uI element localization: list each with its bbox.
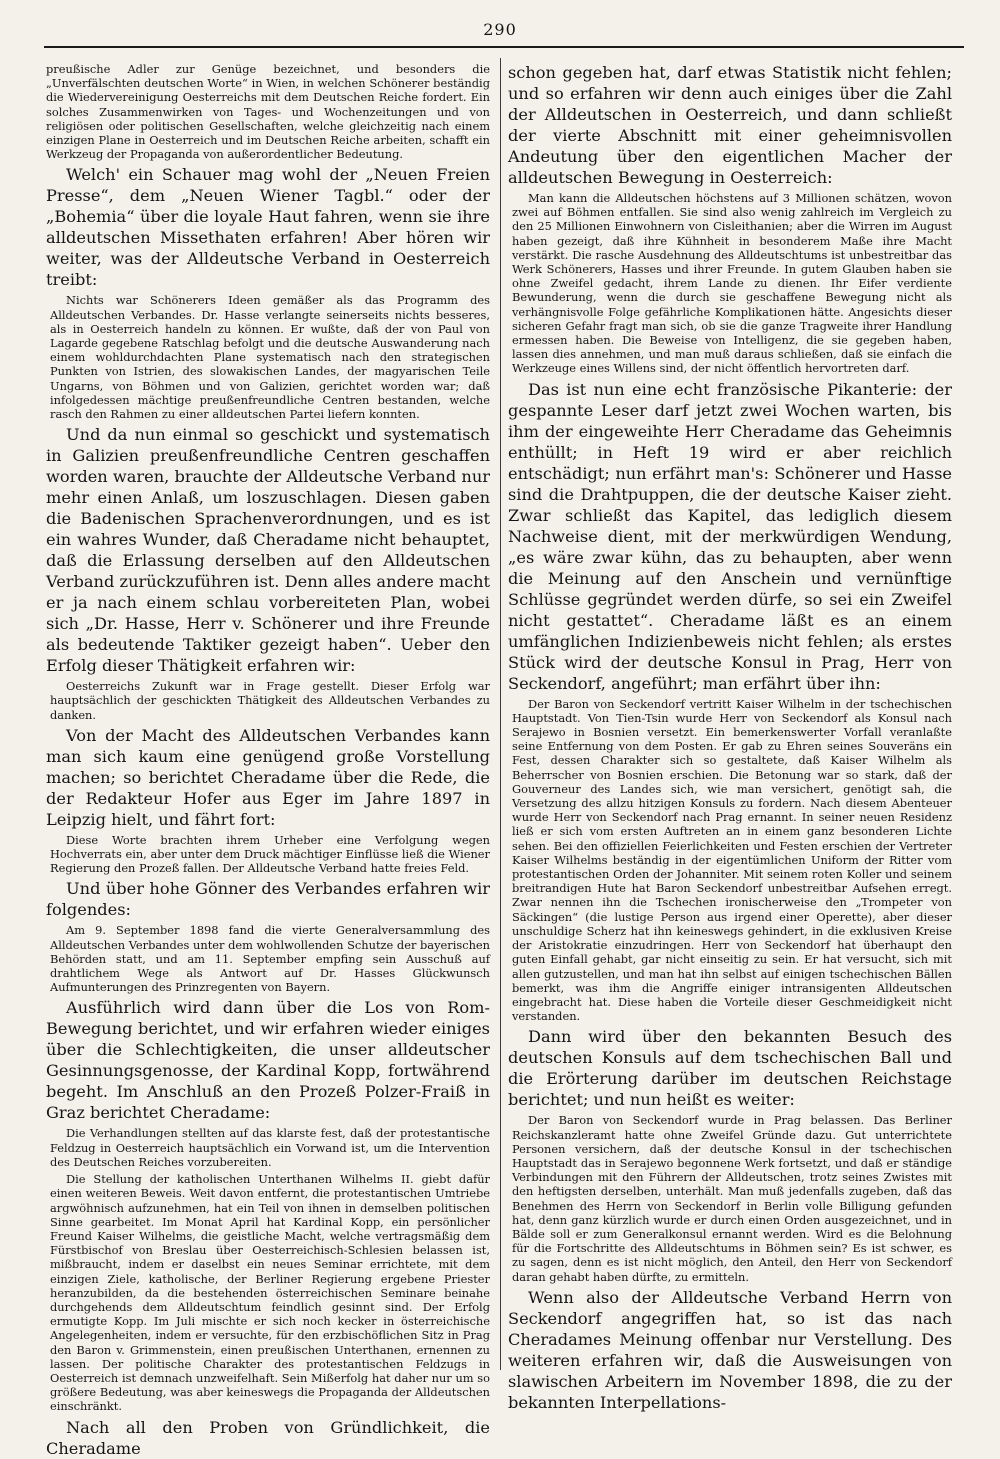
body-paragraph: Nach all den Proben von Gründlichkeit, die Cheradame — [46, 1417, 490, 1458]
body-paragraph: Wenn also der Alldeutsche Verband Herrn von Seckendorf angegriffen hat, so ist das nach Cheradames Meinung offenbar nur Verstellung. Des weiteren erfahren wir, daß die Ausweisungen von slawischen Arbeitern im November 1898, die zu der bekannten Interpellations- — [508, 1287, 952, 1412]
page-number: 290 — [483, 20, 517, 39]
body-paragraph: Welch' ein Schauer mag wohl der „Neuen Freien Presse“, dem „Neuen Wiener Tagbl.“ oder der „Bohemia“ über die loyale Haut fahren, wenn sie ihre alldeutschen Missethaten erfahren! Aber hören wir weiter, was der Alldeutsche Verband in Oesterreich treibt: — [46, 165, 490, 290]
right-column — [508, 62, 952, 1412]
header-rule — [44, 46, 964, 48]
quoted-paragraph: preußische Adler zur Genüge bezeichnet, und besonders die „Unverfälschten deutschen Worte“ in Wien, in welchen Schönerer beständig die Wiedervereinigung Oesterreichs mit dem Deutschen Reiche fordert. Ein solches Zusammenwirken von Tages- und Wochenzeitungen und von religiösen oder politischen Gesellschaften, welche gleichzeitig nach einem einzigen Plane in Oesterreich und im Deutschen Reiche arbeiten, schafft ein Werkzeug der Propaganda von außerordentlicher Bedeutung. — [46, 62, 490, 162]
quoted-paragraph: Nichts war Schönerers Ideen gemäßer als das Programm des Alldeutschen Verbandes. Dr. Hasse verlangte seinerseits nichts besseres, als in Oesterreich handeln zu können. Er wußte, daß der von Paul von Lagarde gegebene Ratschlag befolgt und die deutsche Auswanderung nach einem wohldurchdachten Plane systematisch nach den strategischen Punkten von Istrien, des slowakischen Landes, der magyarischen Teile Ungarns, von Böhmen und von Galizien, gerichtet worden war; daß infolgedessen mächtige preußenfreundliche Centren bestanden, welche rasch den Rahmen zu einer alldeutschen Partei liefern konnten. — [50, 293, 490, 422]
body-paragraph: Das ist nun eine echt französische Pikanterie: der gespannte Leser darf jetzt zwei Wochen warten, bis ihm der eingeweihte Herr Cheradame das Geheimnis enthüllt; in Heft 19 wird er aber reichlich entschädigt; nun erfährt man's: Schönerer und Hasse sind die Drahtpuppen, die der deutsche Kaiser zieht. Zwar schließt das Kapitel, das lediglich diesem Nachweise dient, mit der merkwürdigen Wendung, „es wäre zwar kühn, das zu behaupten, aber wenn die Meinung auf den Anschein und vernünftige Schlüsse gegründet werden dürfe, so sei ein Zweifel nicht gestattet“. Cheradame läßt es an einem umfänglichen Indizienbeweis nicht fehlen; als erstes Stück wird der deutsche Konsul in Prag, Herr von Seckendorf, angeführt; man erfährt über ihn: — [508, 379, 952, 693]
body-paragraph: Und über hohe Gönner des Verbandes erfahren wir folgendes: — [46, 879, 490, 920]
body-paragraph: Und da nun einmal so geschickt und systematisch in Galizien preußenfreundliche Centren geschaffen worden waren, brauchte der Alldeutsche Verband nur mehr einen Anlaß, um loszuschlagen. Diesen gaben die Badenischen Sprachenverordnungen, und es ist ein wahres Wunder, daß Cheradame nicht behauptet, daß die Erlassung derselben auf den Alldeutschen Verband zurückzuführen ist. Denn alles andere macht er ja nach einem schlau vorbereiteten Plan, wobei sich „Dr. Hasse, Herr v. Schönerer und ihre Freunde als bedeutende Taktiker gezeigt haben“. Ueber den Erfolg dieser Thätigkeit erfahren wir: — [46, 425, 490, 676]
quoted-paragraph: Man kann die Alldeutschen höchstens auf 3 Millionen schätzen, wovon zwei auf Böhmen entfallen. Sie sind also wenig zahlreich im Vergleich zu den 25 Millionen Einwohnern von Cisleithanien; aber die Wirren im August haben gezeigt, daß ihre Kühnheit in besonderem Maße ihre Macht verstärkt. Die rasche Ausdehnung des Alldeutschtums ist unbestreitbar das Werk Schönerers, Hasses und ihrer Freunde. In gutem Glauben haben sie ohne Zweifel gedacht, ihrem Lande zu dienen. Ihr Eifer verdiente Bewunderung, wenn die durch sie geschaffene Bewegung nicht als verhängnisvolle Folge gefährliche Komplikationen hätte. Angesichts dieser sicheren Gefahr fragt man sich, ob sie die ganze Tragweite ihrer Handlung ermessen haben. Die Beweise von Intelligenz, die sie gegeben haben, lassen dies annehmen, und man muß daraus schließen, daß sie einfach die Werkzeuge eines Willens sind, der nicht öffentlich hervortreten darf. — [512, 191, 952, 376]
body-paragraph: Von der Macht des Alldeutschen Verbandes kann man sich kaum eine genügend große Vorstellung machen; so berichtet Cheradame über die Rede, die der Redakteur Hofer aus Eger im Jahre 1897 in Leipzig hielt, und fährt fort: — [46, 725, 490, 829]
quoted-paragraph: Der Baron von Seckendorf vertritt Kaiser Wilhelm in der tschechischen Hauptstadt. Von Tien-Tsin wurde Herr von Seckendorf als Konsul nach Serajewo in Bosnien versetzt. Ein bemerkenswerter Vorfall veranlaßte seine Entfernung von dem Posten. Er gab zu Ehren seines Souveräns ein Fest, dessen Charakter sich so gestaltete, daß Kaiser Wilhelm als Beherrscher von Bosnien erschien. Die Betonung war so stark, daß der Gouverneur des Landes sich, wie man versichert, genötigt sah, die Versetzung des allzu hitzigen Konsuls zu fordern. Nach diesem Abenteuer wurde Herr von Seckendorf nach Prag ernannt. In seiner neuen Residenz ließ er sich vom ersten Auftreten an in einem ganz besonderen Lichte sehen. Bei den offiziellen Feierlichkeiten und Festen erschien der Vertreter Kaiser Wilhelms beständig in der eigentümlichen Uniform der Ritter vom protestantischen Orden der Johanniter. Mit seinem roten Koller und seinem breitrandigen Hute hat Baron Seckendorf unbestreitbar Aufsehen erregt. Zwar nennen ihn die Tschechen ironischerweise den „Trompeter von Säckingen“ (die lustige Person aus irgend einer Operette), aber dieser unschuldige Scherz hat ihn keineswegs gehindert, in die exklusiven Kreise der Aristokratie einzudringen. Herr von Seckendorf hat überhaupt den guten Einfall gehabt, gar nicht einseitig zu sein. Er hat versucht, sich mit allen gutzustellen, und man hat ihn selbst auf einigen tschechischen Bällen bemerkt, was ihm die Angriffe einiger intransigenten Alldeutschen eingebracht hat. Diese haben die Vorteile dieser Geschmeidigkeit nicht verstanden. — [512, 696, 952, 1024]
body-paragraph: Dann wird über den bekannten Besuch des deutschen Konsuls auf dem tschechischen Ball und die Erörterung darüber im deutschen Reichstage berichtet; und nun heißt es weiter: — [508, 1027, 952, 1110]
quoted-paragraph: Am 9. September 1898 fand die vierte Generalversammlung des Alldeutschen Verbandes unter dem wohlwollenden Schutze der bayerischen Behörden statt, und am 11. September empfing sein Ausschuß auf drahtlichem Wege als Antwort auf Dr. Hasses Glückwunsch Aufmunterungen des Prinzregenten von Bayern. — [50, 923, 490, 995]
quoted-paragraph: Oesterreichs Zukunft war in Frage gestellt. Dieser Erfolg war hauptsächlich der geschickten Thätigkeit des Alldeutschen Verbandes zu danken. — [50, 679, 490, 722]
quoted-paragraph: Die Stellung der katholischen Unterthanen Wilhelms II. giebt dafür einen weiteren Beweis. Weit davon entfernt, die protestantischen Umtriebe argwöhnisch aufzunehmen, hat ein Teil von ihnen in demselben politischen Sinne gearbeitet. Im Monat April hat Kardinal Kopp, ein persönlicher Freund Kaiser Wilhelms, die geistliche Macht, welche vertragsmäßig dem Fürstbischof von Breslau über Oesterreichisch-Schlesien belassen ist, mißbraucht, indem er daselbst ein neues Seminar errichtete, mit dem einzigen Ziele, katholische, der Berliner Regierung ergebene Priester heranzubilden, da die bestehenden österreichischen Seminare beinahe durchgehends dem Alldeutschtum feindlich gesinnt sind. Der Erfolg ermutigte Kopp. Im Juli mischte er sich noch kecker in österreichische Angelegenheiten, indem er versuchte, für den erzbischöflichen Sitz in Prag den Baron v. Grimmenstein, einen preußischen Unterthanen, ernennen zu lassen. Der politische Charakter des protestantischen Feldzugs in Oesterreich ist demnach unzweifelhaft. Sein Mißerfolg hat daher nur um so größere Bedeutung, was aber keineswegs die Propaganda der Alldeutschen einschränkt. — [50, 1172, 490, 1414]
body-paragraph: Ausführlich wird dann über die Los von Rom-Bewegung berichtet, und wir erfahren wieder einiges über die Schlechtigkeiten, die unser alldeutscher Gesinnungsgenosse, der Kardinal Kopp, fortwährend begeht. Im Anschluß an den Prozeß Polzer-Fraiß in Graz berichtet Cheradame: — [46, 998, 490, 1123]
body-paragraph: schon gegeben hat, darf etwas Statistik nicht fehlen; und so erfahren wir denn auch einiges über die Zahl der Alldeutschen in Oesterreich, und dann schließt der vierte Abschnitt mit einer geheimnisvollen Andeutung über den eigentlichen Macher der alldeutschen Bewegung in Oesterreich: — [508, 63, 952, 187]
column-divider — [500, 58, 501, 1370]
quoted-paragraph: Die Verhandlungen stellten auf das klarste fest, daß der protestantische Feldzug in Oesterreich hauptsächlich ein Vorwand ist, um die Intervention des Deutschen Reiches vorzubereiten. — [50, 1126, 490, 1169]
quoted-paragraph: Der Baron von Seckendorf wurde in Prag belassen. Das Berliner Reichskanzleramt hatte ohne Zweifel Gründe dazu. Gut unterrichtete Personen versichern, daß der deutsche Konsul in der tschechischen Hauptstadt das in Serajewo begonnene Werk fortsetzt, und daß er ständige Verbindungen mit den Führern der Alldeutschen, trotz seines Zwistes mit den heftigsten derselben, unterhält. Man muß jedenfalls zugeben, daß das Benehmen des Herrn von Seckendorf in Berlin volle Billigung gefunden hat, denn ganz kürzlich wurde er durch einen Orden ausgezeichnet, und in Bälde soll er zum Generalkonsul ernannt werden. Wird es die Belohnung für die Fortschritte des Alldeutschtums in Böhmen sein? Es ist schwer, es zu sagen, denn es ist nicht möglich, den Anteil, den Herr von Seckendorf daran gehabt haben dürfte, zu ermitteln. — [512, 1113, 952, 1284]
quoted-paragraph: Diese Worte brachten ihrem Urheber eine Verfolgung wegen Hochverrats ein, aber unter dem Druck mächtiger Einflüsse ließ die Wiener Regierung den Prozeß fallen. Der Alldeutsche Verband hatte freies Feld. — [50, 832, 490, 876]
left-column — [46, 62, 490, 1458]
